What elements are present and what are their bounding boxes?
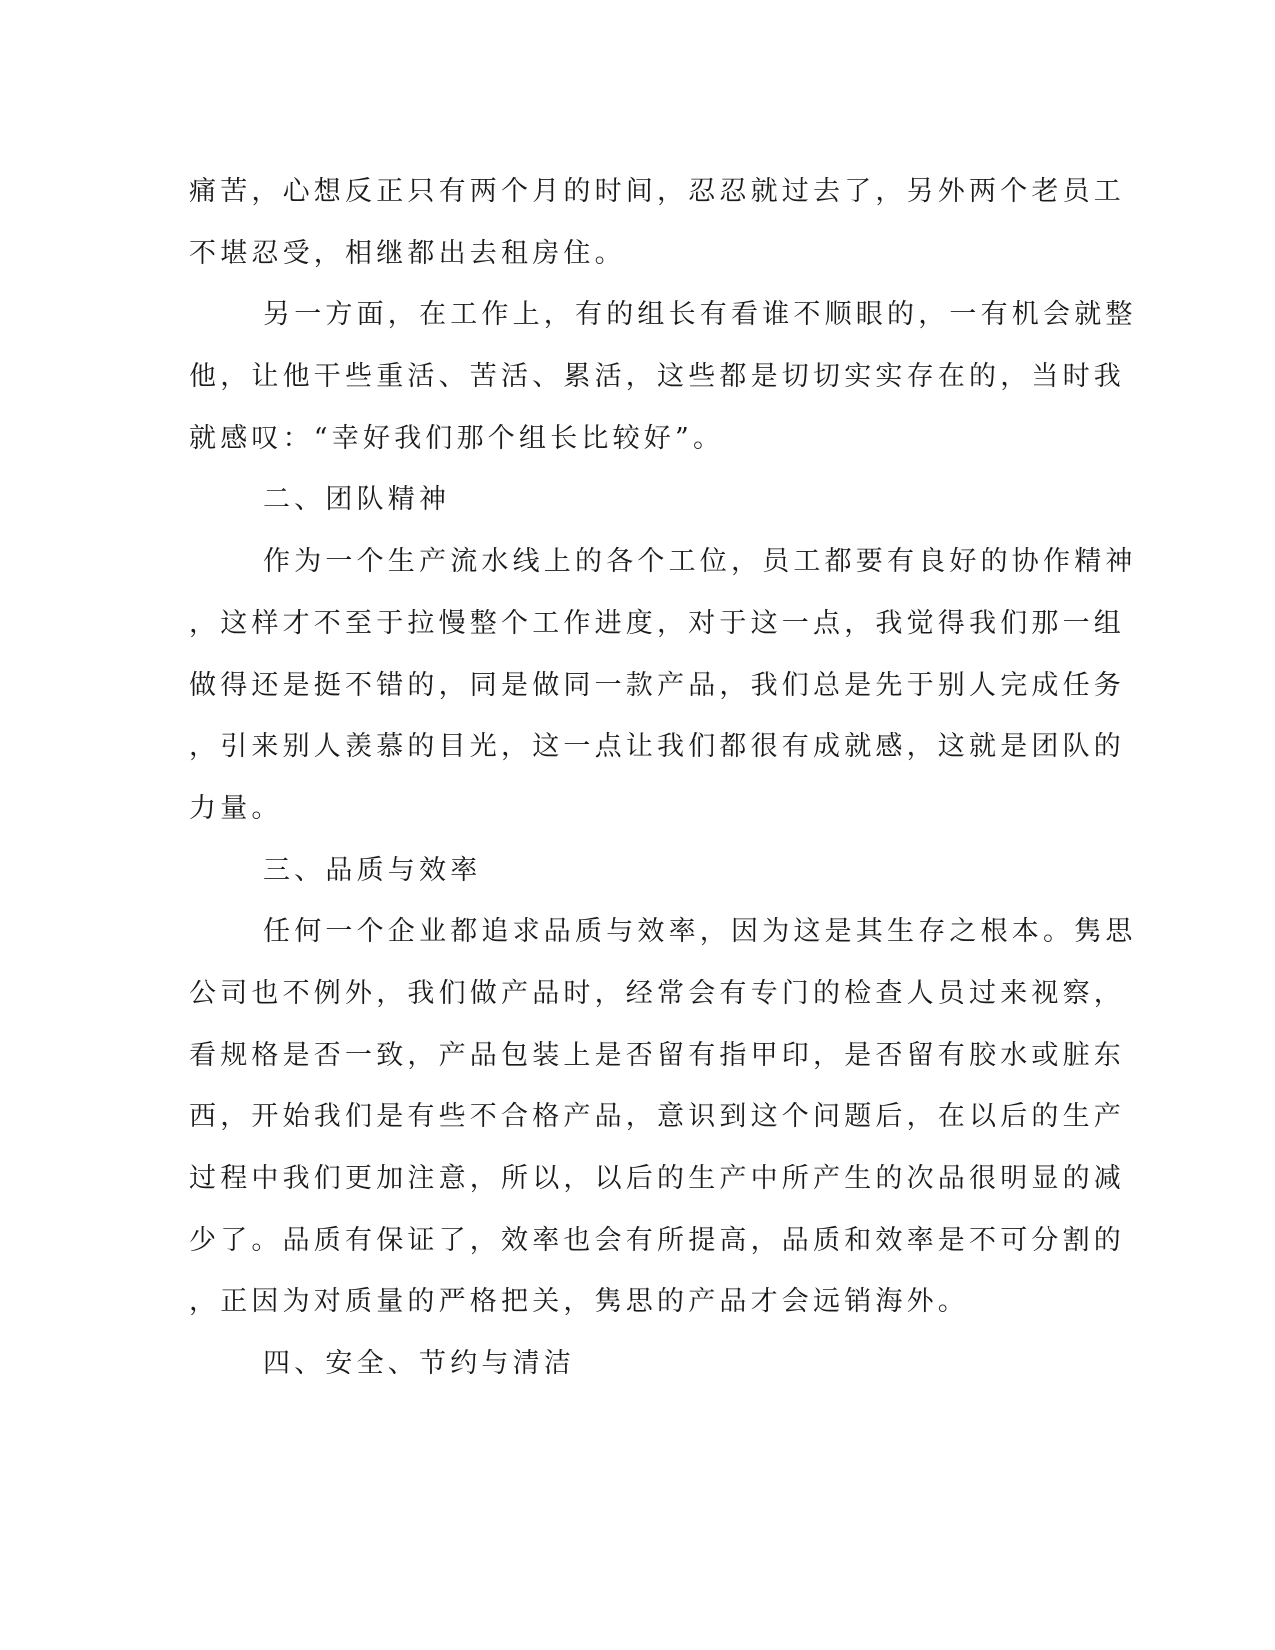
text-line: 力量。: [189, 792, 283, 824]
text-line: 看规格是否一致，产品包装上是否留有指甲印，是否留有胶水或脏东: [189, 1039, 1125, 1071]
document-body: [189, 161, 1137, 1395]
text-line: 他，让他干些重活、苦活、累活，这些都是切切实实存在的，当时我: [189, 361, 1125, 393]
paragraph-start-line: 任何一个企业都追求品质与效率，因为这是其生存之根本。隽思: [263, 916, 1137, 948]
text-line: 少了。品质有保证了，效率也会有所提高，品质和效率是不可分割的: [189, 1224, 1125, 1256]
text-line: 西，开始我们是有些不合格产品，意识到这个问题后，在以后的生产: [189, 1101, 1125, 1133]
text-line: 公司也不例外，我们做产品时，经常会有专门的检查人员过来视察，: [189, 977, 1125, 1009]
text-line: 做得还是挺不错的，同是做同一款产品，我们总是先于别人完成任务: [189, 669, 1125, 701]
text-line: 不堪忍受，相继都出去租房住。: [189, 237, 626, 269]
text-line: 痛苦，心想反正只有两个月的时间，忍忍就过去了，另外两个老员工: [189, 176, 1125, 207]
text-line: ，引来别人羡慕的目光，这一点让我们都很有成就感，这就是团队的: [189, 731, 1125, 763]
text-line: 过程中我们更加注意，所以，以后的生产中所产生的次品很明显的减: [189, 1163, 1125, 1194]
text-line: 就感叹：“幸好我们那个组长比较好”。: [189, 422, 725, 454]
section-heading-teamwork: 二、团队精神: [263, 484, 451, 516]
paragraph-start-line: 作为一个生产流水线上的各个工位，员工都要有良好的协作精神: [263, 546, 1137, 578]
paragraph-start-line: 另一方面，在工作上，有的组长有看谁不顺眼的，一有机会就整: [263, 299, 1137, 331]
text-line: ，这样才不至于拉慢整个工作进度，对于这一点，我觉得我们那一组: [189, 607, 1125, 639]
section-heading-quality: 三、品质与效率: [263, 854, 482, 886]
text-line: ，正因为对质量的严格把关，隽思的产品才会远销海外。: [189, 1286, 969, 1318]
section-heading-safety: 四、安全、节约与清洁: [263, 1348, 575, 1380]
